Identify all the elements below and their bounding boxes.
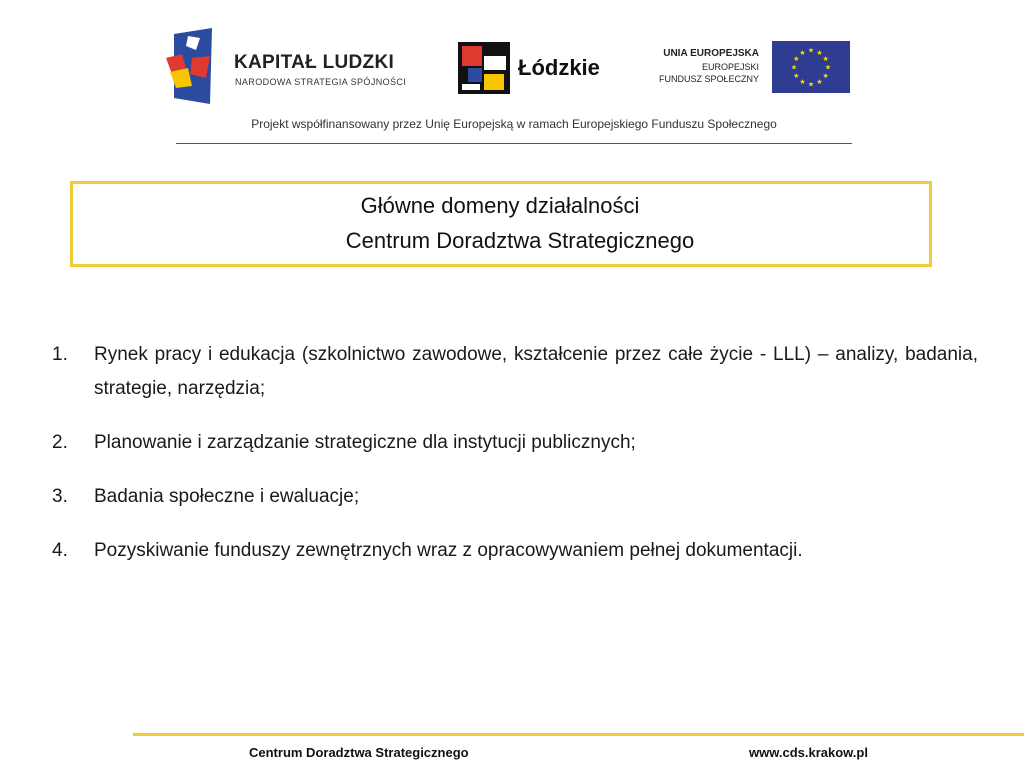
- lodzkie-name: Łódzkie: [518, 55, 600, 80]
- eu-star-icon: ★: [799, 48, 806, 57]
- list-item-number: 4.: [52, 540, 68, 561]
- eu-star-icon: ★: [793, 72, 800, 80]
- list-item: [52, 480, 978, 514]
- lodzkie-logo-icon: [458, 42, 510, 94]
- eu-star-icon: ★: [807, 46, 815, 55]
- eu-label-line2: EUROPEJSKI: [701, 62, 759, 72]
- list-item: [52, 534, 978, 568]
- list-item: [52, 426, 978, 460]
- page-title-line2: Centrum Doradztwa Strategicznego: [345, 228, 695, 253]
- eu-label-line3: FUNDUSZ SPOŁECZNY: [658, 74, 759, 84]
- list-item: [52, 338, 978, 406]
- kapital-ludzki-title: KAPITAŁ LUDZKI: [234, 52, 395, 73]
- list-item-text: Rynek pracy i edukacja (szkolnictwo zawodowe, kształcenie przez całe życie - LLL) – analizy, badania, strategie, narzędzia;: [94, 344, 978, 399]
- eu-star-icon: ★: [816, 78, 823, 87]
- footer-divider: [133, 733, 1024, 736]
- cofinancing-note: Projekt współfinansowany przez Unię Europejską w ramach Europejskiego Funduszu Społecznego: [251, 117, 777, 131]
- kapital-ludzki-subtitle: NARODOWA STRATEGIA SPÓJNOŚCI: [235, 77, 407, 87]
- list-item-number: 2.: [52, 432, 68, 453]
- list-item-number: 3.: [52, 486, 68, 507]
- eu-label-line1: UNIA EUROPEJSKA: [663, 48, 759, 59]
- eu-star-icon: ★: [816, 48, 823, 57]
- eu-flag-icon: [772, 41, 850, 93]
- list-item-text: Badania społeczne i ewaluacje;: [94, 486, 360, 507]
- eu-star-icon: ★: [790, 63, 798, 72]
- eu-star-icon: ★: [824, 63, 832, 72]
- eu-star-icon: ★: [799, 78, 806, 87]
- footer-website-link[interactable]: www.cds.krakow.pl: [749, 745, 868, 760]
- eu-star-icon: ★: [822, 55, 829, 63]
- eu-star-icon: ★: [807, 80, 815, 89]
- page-title-line1: Główne domeny działalności: [360, 193, 640, 218]
- kapital-ludzki-logo-icon: [166, 28, 216, 106]
- list-item-number: 1.: [52, 344, 68, 365]
- header-divider: [176, 143, 852, 144]
- domains-list: [52, 338, 978, 588]
- eu-star-icon: ★: [793, 55, 800, 63]
- footer-organization: Centrum Doradztwa Strategicznego: [249, 745, 469, 760]
- list-item-text: Planowanie i zarządzanie strategiczne dla instytucji publicznych;: [94, 432, 636, 453]
- list-item-text: Pozyskiwanie funduszy zewnętrznych wraz z opracowywaniem pełnej dokumentacji.: [94, 540, 803, 561]
- eu-star-icon: ★: [822, 72, 829, 80]
